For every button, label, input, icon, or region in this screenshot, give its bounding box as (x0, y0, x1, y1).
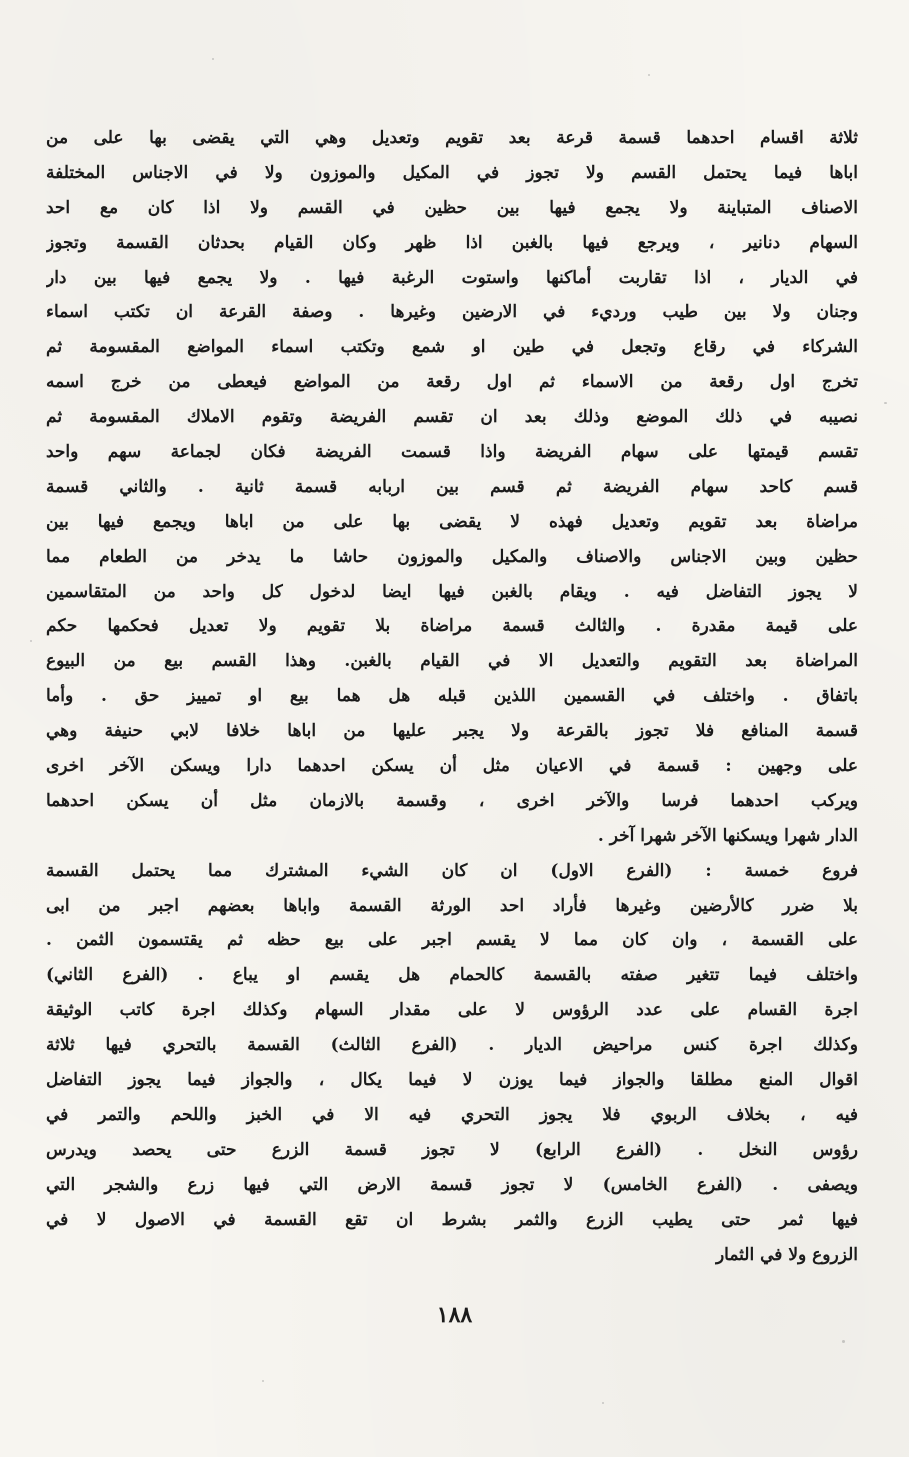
text-line: الشركاء في رقاع وتجعل في طين او شمع وتكتب اسماء المواضع المقسومة ثم (46, 337, 858, 358)
text-line: المراضاة بعد التقويم والتعديل الا في القيام بالغبن. وهذا القسم بيع من البيوع (46, 651, 858, 672)
text-line: فيه ، بخلاف الربوي فلا يجوز التحري فيه الا في الخبز واللحم والتمر في (46, 1104, 858, 1125)
text-line: اقوال المنع مطلقا والجواز فيما يوزن لا فيما يكال ، والجواز فيما يجوز التفاضل (46, 1070, 858, 1091)
body-text (46, 121, 858, 1272)
text-line: على قيمة مقدرة . والثالث قسمة مراضاة بلا تقويم ولا تعديل فحكمها حكم (46, 616, 858, 637)
text-line: رؤوس النخل . (الفرع الرابع) لا تجوز قسمة الزرع حتى يحصد ويدرس (46, 1139, 858, 1160)
text-line: باتفاق . واختلف في القسمين اللذين قبله هل هما بيع او تمييز حق . وأما (46, 686, 858, 707)
text-line: ويصفى . (الفرع الخامس) لا تجوز قسمة الارض التي فيها زرع والشجر التي (46, 1174, 858, 1195)
text-line: حظين وبين الاجناس والاصناف والمكيل والموزون حاشا ما يدخر من الطعام مما (46, 546, 858, 567)
text-line: فيها ثمر حتى يطيب الزرع والثمر بشرط ان تقع القسمة في الاصول لا في (46, 1209, 858, 1230)
text-line: وجنان ولا بين طيب ورديء في الارضين وغيرها . وصفة القرعة ان تكتب اسماء (46, 302, 858, 323)
text-line: ثلاثة اقسام احدهما قسمة قرعة بعد تقويم وتعديل وهي التي يقضى بها على من (46, 128, 858, 148)
text-line: الزروع ولا في الثمار (715, 1244, 858, 1265)
text-line: لا يجوز التفاضل فيه . ويقام بالغبن فيها ايضا لدخول كل واحد من المتقاسمين (46, 581, 858, 602)
text-line: على القسمة ، وان كان مما لا يقسم اجبر على بيع حظه ثم يقتسمون الثمن . (46, 930, 858, 951)
scan-speck (884, 402, 887, 404)
text-line: الاصناف المتباينة ولا يجمع فيها بين حظين في القسم ولا اذا كان مع احد (46, 197, 858, 218)
text-line: تقسم قيمتها على سهام الفريضة واذا قسمت الفريضة فكان لجماعة سهم واحد (46, 442, 858, 463)
text-line: الدار شهرا ويسكنها الآخر شهرا آخر . (597, 825, 858, 846)
text-line: اباها فيما يحتمل القسم ولا تجوز في المكيل والموزون ولا في الاجناس المختلفة (46, 162, 858, 183)
text-line: السهام دنانير ، ويرجع فيها بالغبن اذا ظهر وكان القيام بحدثان القسمة وتجوز (46, 232, 858, 253)
text-line: فروع خمسة : (الفرع الاول) ان كان الشيء المشترك مما يحتمل القسمة (46, 860, 858, 881)
text-line: مراضاة بعد تقويم وتعديل فهذه لا يقضى بها على من اباها ويجمع فيها بين (46, 511, 858, 532)
text-line: على وجهين : قسمة في الاعيان مثل أن يسكن احدهما دارا ويسكن الآخر اخرى (46, 756, 858, 777)
scan-speck (648, 74, 650, 76)
scan-speck (842, 1340, 845, 1343)
scan-speck (602, 1402, 604, 1404)
page-number: ١٨٨ (436, 1302, 473, 1328)
text-line: واختلف فيما تتغير صفته بالقسمة كالحمام هل يقسم او يباع . (الفرع الثاني) (46, 965, 858, 986)
text-line: قسم كاحد سهام الفريضة ثم قسم بين اربابه قسمة ثانية . والثاني قسمة (46, 476, 858, 497)
text-line: ويركب احدهما فرسا والآخر اخرى ، وقسمة بالازمان مثل أن يسكن احدهما (46, 790, 858, 811)
text-line: نصيبه في ذلك الموضع وذلك بعد ان تقسم الفريضة وتقوم الاملاك المقسومة ثم (46, 407, 858, 428)
text-line: وكذلك اجرة كنس مراحيض الديار . (الفرع الثالث) القسمة بالتحري فيها ثلاثة (46, 1035, 858, 1056)
text-line: قسمة المنافع فلا تجوز بالقرعة ولا يجبر عليها من اباها خلافا لابي حنيفة وهي (46, 721, 858, 742)
scan-speck (212, 58, 214, 60)
text-line: اجرة القسام على عدد الرؤوس لا على مقدار السهام وكذلك اجرة كاتب الوثيقة (46, 1000, 858, 1021)
scan-speck (262, 1380, 264, 1382)
text-line: تخرج اول رقعة من الاسماء ثم اول رقعة من المواضع فيعطى من خرج اسمه (46, 372, 858, 393)
text-line: في الديار ، اذا تقاربت أماكنها واستوت الرغبة فيها . ولا يجمع فيها بين دار (46, 267, 858, 288)
scan-speck (30, 640, 32, 642)
text-line: بلا ضرر كالأرضين وغيرها فأراد احد الورثة القسمة واباها بعضهم اجبر من ابى (46, 895, 858, 916)
